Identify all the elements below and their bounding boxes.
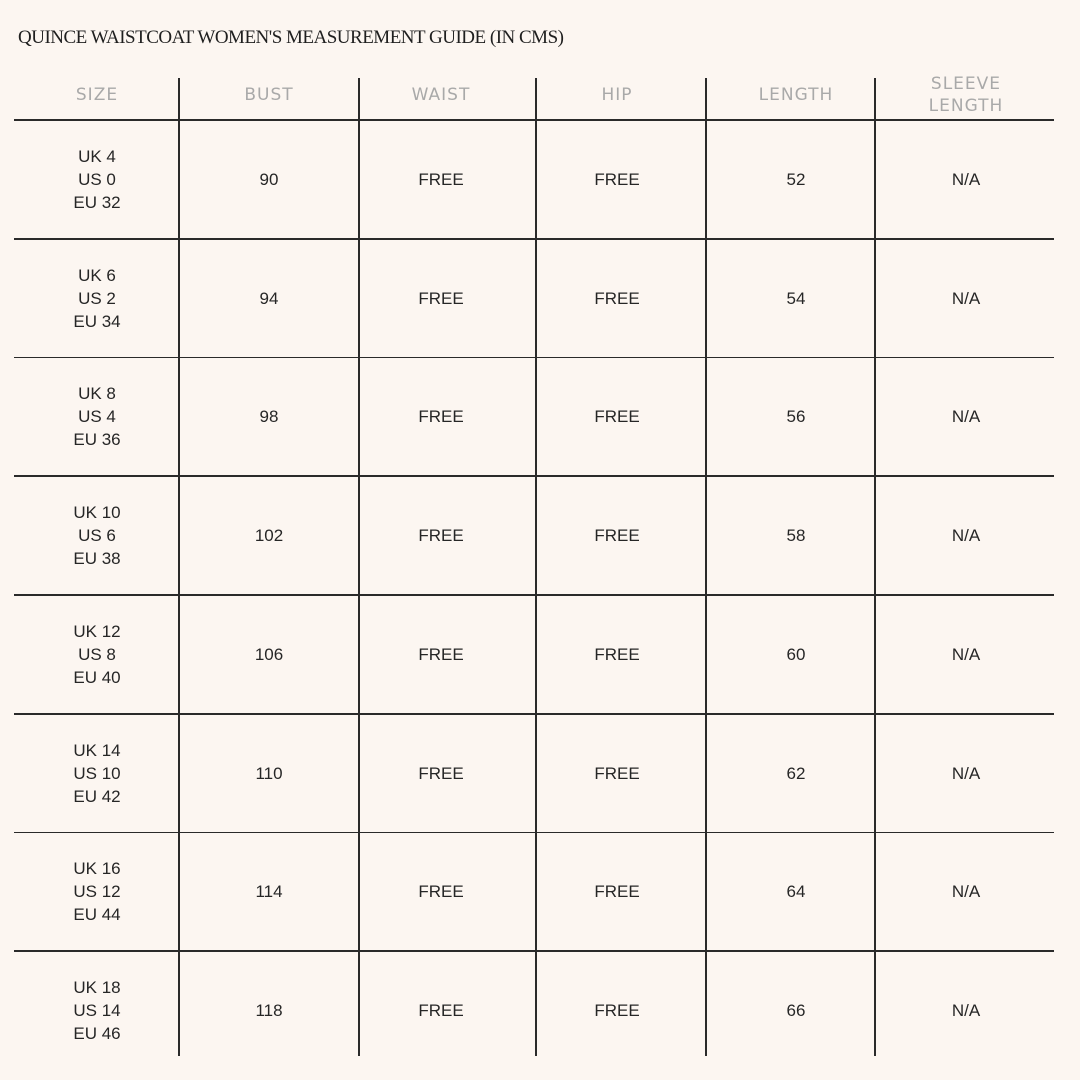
size-label: US 2 [78,288,116,308]
length-cell: 54 [786,288,806,308]
waist-cell: FREE [418,763,464,783]
size-label: EU 34 [73,311,121,331]
size-label: US 10 [73,763,121,783]
waist-cell: FREE [418,882,464,902]
size-label: UK 14 [73,740,121,760]
waist-cell: FREE [418,644,464,664]
size-label: UK 6 [78,265,116,285]
page-title: QUINCE WAISTCOAT WOMEN'S MEASUREMENT GUIDE (IN CMS) [18,27,564,48]
size-cell [14,951,180,1070]
sleeve-length-cell: N/A [951,644,981,664]
size-cell [14,239,180,358]
header-hip: HIP [601,85,633,105]
bust-cell: 102 [254,526,284,546]
hip-cell: FREE [594,644,640,664]
bust-cell: 106 [254,644,284,664]
size-label: EU 36 [73,430,121,450]
size-label: UK 8 [78,384,116,404]
sleeve-length-cell: N/A [951,882,981,902]
hip-cell: FREE [594,169,640,189]
header-length: LENGTH [758,85,834,105]
size-label: EU 42 [73,786,121,806]
size-label: US 14 [73,1001,121,1021]
bust-cell: 110 [255,763,283,783]
size-cell [14,714,180,833]
size-label: US 0 [78,169,116,189]
size-cell [14,358,180,477]
bust-cell: 114 [255,882,283,902]
header-sleeve-length: SLEEVE LENGTH [928,74,1004,116]
size-label: US 12 [73,882,121,902]
size-cell [14,833,180,952]
waist-cell: FREE [418,288,464,308]
sleeve-length-cell: N/A [951,407,981,427]
header-bust: BUST [244,85,294,105]
header-waist: WAIST [411,85,471,105]
size-label: US 8 [78,644,116,664]
length-cell: 62 [786,763,806,783]
hip-cell: FREE [594,882,640,902]
size-label: EU 46 [73,1024,121,1044]
size-label: UK 10 [73,503,121,523]
size-cell [14,120,180,239]
hip-cell: FREE [594,288,640,308]
size-label: EU 40 [73,667,121,687]
size-label: US 4 [78,407,116,427]
bust-cell: 118 [255,1001,283,1021]
size-label: EU 44 [73,905,121,925]
size-label: EU 32 [73,192,121,212]
size-label: UK 16 [73,859,121,879]
sleeve-length-cell: N/A [951,1001,981,1021]
length-cell: 60 [786,644,806,664]
size-label: EU 38 [73,549,121,569]
length-cell: 56 [786,407,806,427]
hip-cell: FREE [594,526,640,546]
bust-cell: 94 [259,288,279,308]
length-cell: 52 [786,169,806,189]
sleeve-length-cell: N/A [951,526,981,546]
size-label: UK 18 [73,978,121,998]
length-cell: 66 [786,1001,806,1021]
length-cell: 58 [786,526,806,546]
waist-cell: FREE [418,169,464,189]
waist-cell: FREE [418,407,464,427]
bust-cell: 90 [259,169,279,189]
column-divider [705,78,707,1056]
size-cell [14,595,180,714]
length-cell: 64 [786,882,806,902]
size-cell [14,476,180,595]
bust-cell: 98 [259,407,279,427]
waist-cell: FREE [418,526,464,546]
size-label: UK 12 [73,621,121,641]
header-size: SIZE [75,85,119,105]
hip-cell: FREE [594,407,640,427]
size-label: US 6 [78,526,116,546]
sleeve-length-cell: N/A [951,169,981,189]
sleeve-length-cell: N/A [951,288,981,308]
hip-cell: FREE [594,763,640,783]
size-label: UK 4 [78,146,116,166]
waist-cell: FREE [418,1001,464,1021]
sleeve-length-cell: N/A [951,763,981,783]
hip-cell: FREE [594,1001,640,1021]
